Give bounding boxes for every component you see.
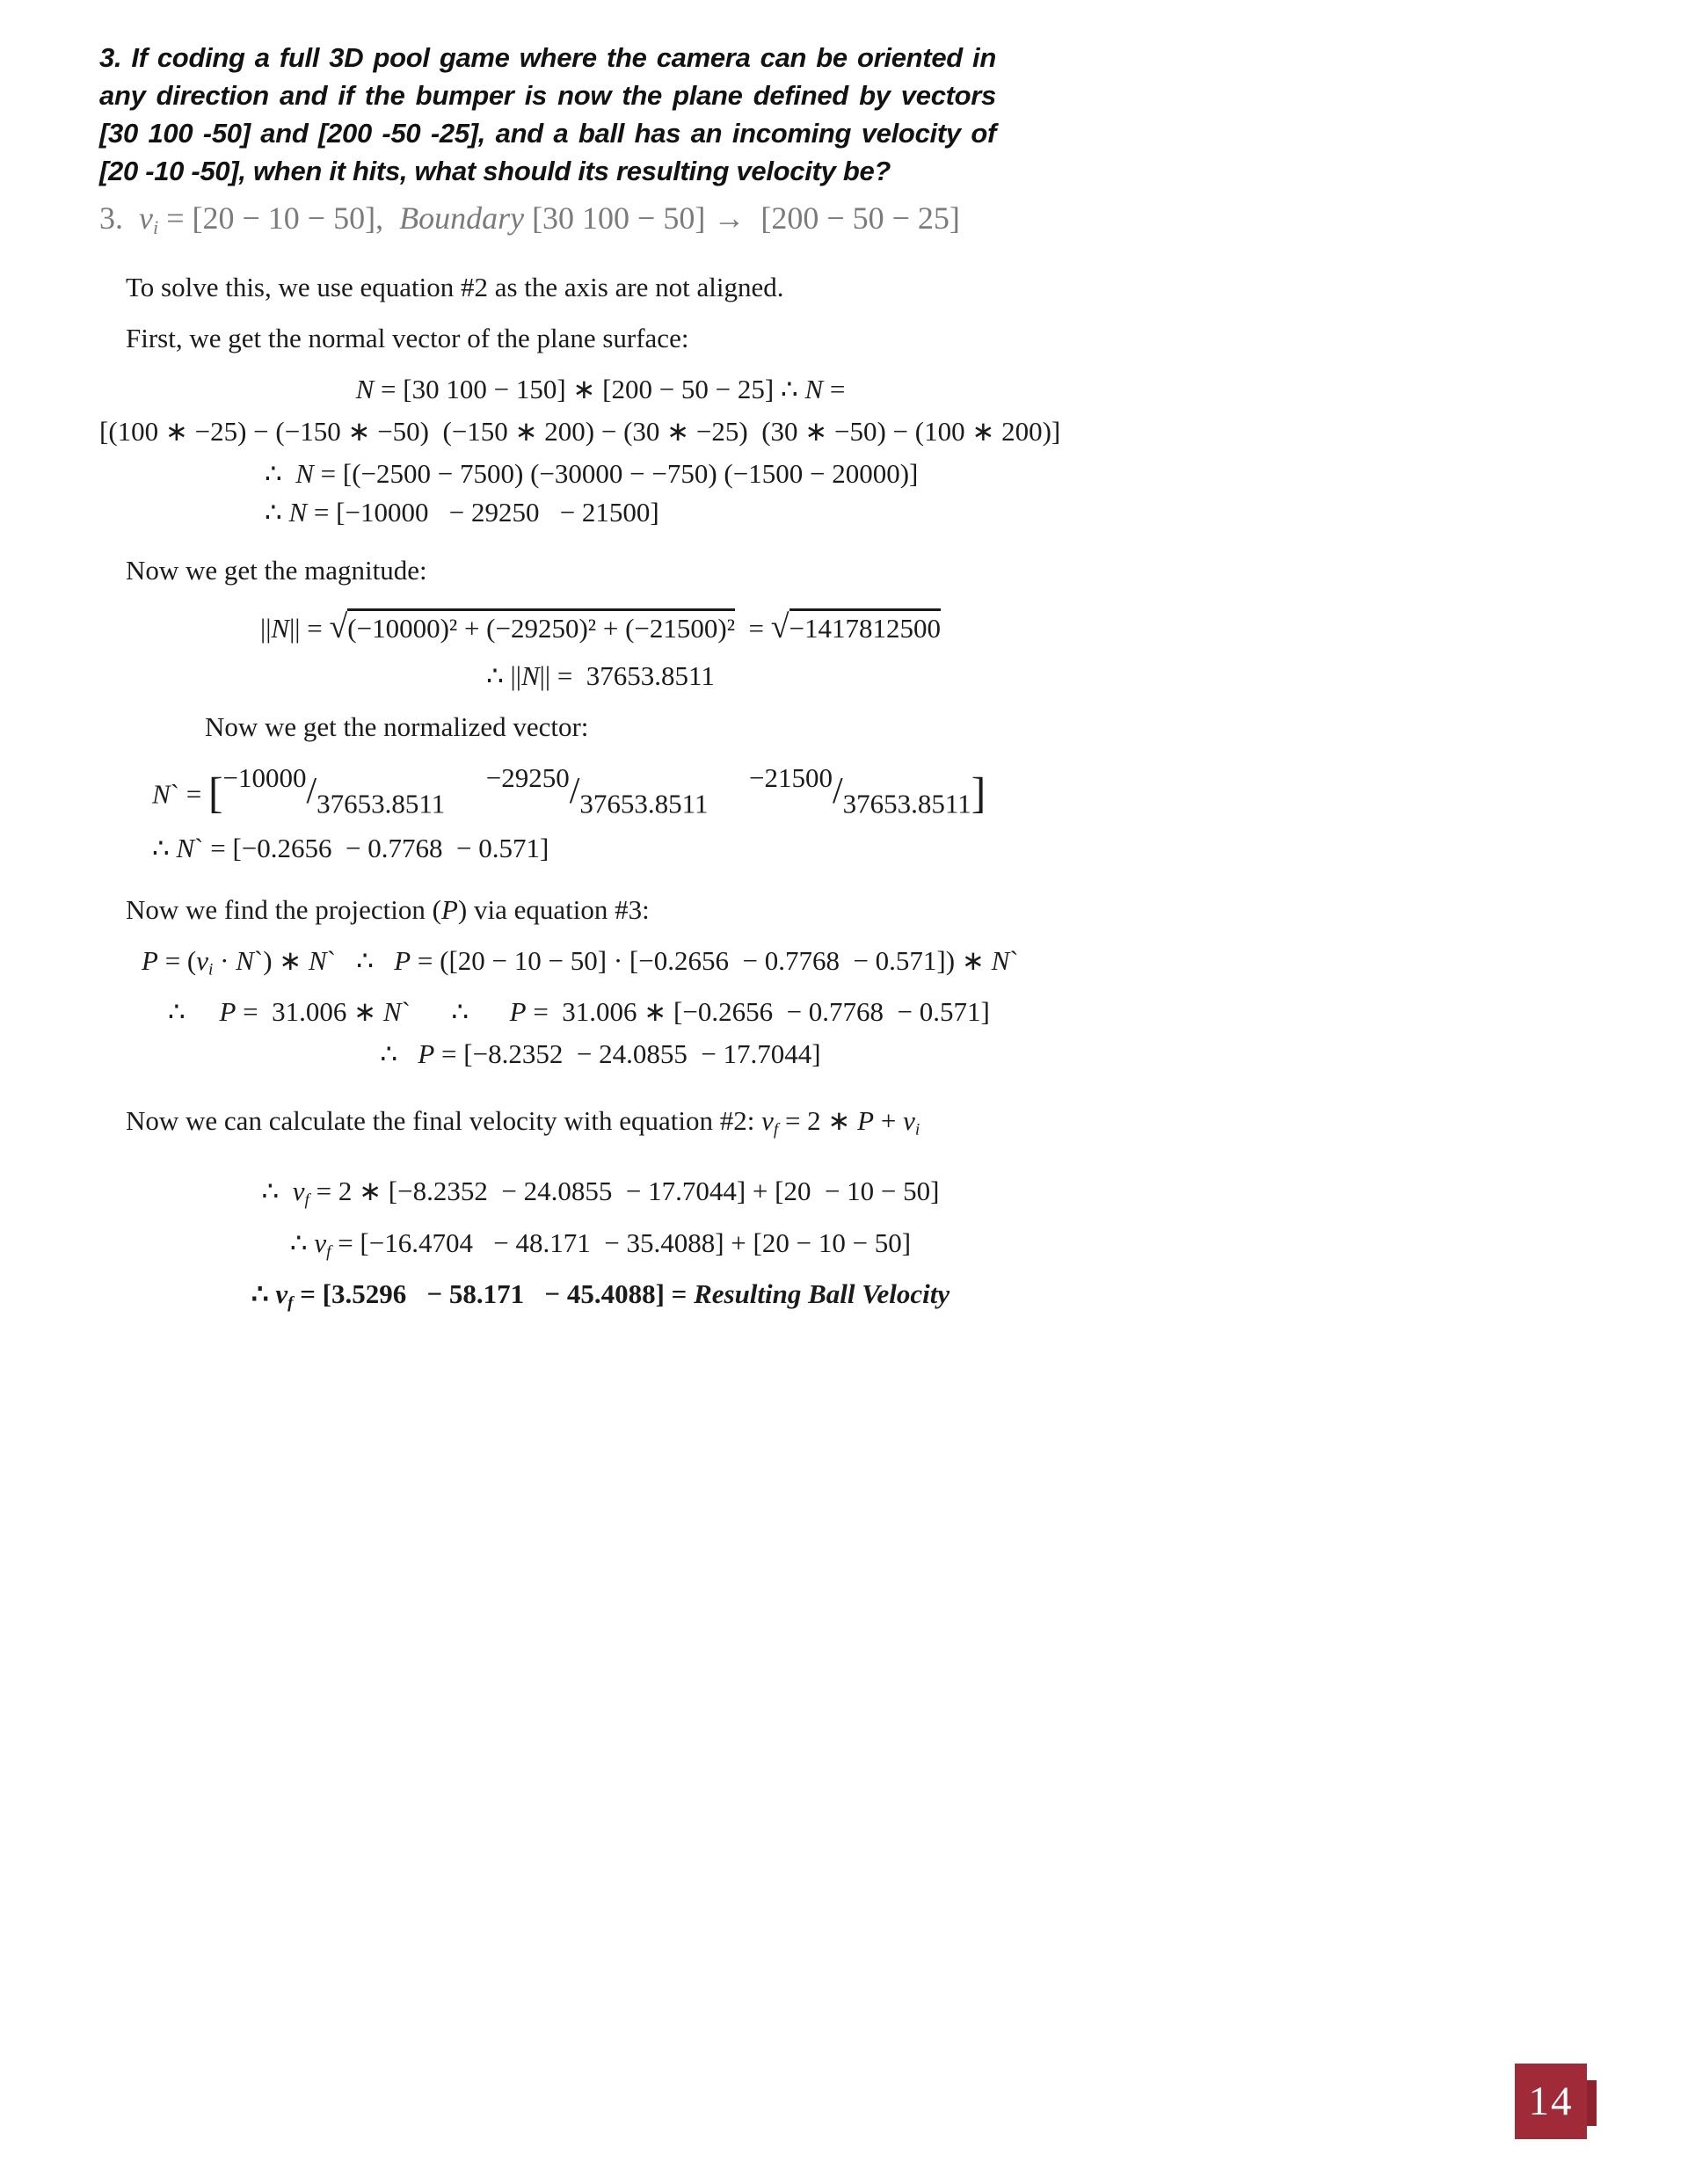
page-number: 14	[1528, 2078, 1574, 2124]
question-line-1: 3. If coding a full 3D pool game where the camera can be oriented in	[99, 42, 996, 73]
eq-cross-result-1: ∴ N = [(−2500 − 7500) (−30000 − −750) (−1500 − 20000)]	[265, 458, 919, 490]
eq-projection-result: ∴ P = [−8.2352 − 24.0855 − 17.7044]	[380, 1038, 821, 1070]
paragraph-normalized: Now we get the normalized vector:	[205, 711, 589, 743]
eq-cross-result-2: ∴ N = [−10000 − 29250 − 21500]	[265, 497, 659, 528]
question-heading	[99, 39, 996, 190]
eq-final-step-1: ∴ vf = 2 ∗ [−8.2352 − 24.0855 − 17.7044] + [20 − 10 − 50]	[261, 1176, 940, 1210]
eq-magnitude-sqrt: ||N|| = √(−10000)² + (−29250)² + (−21500)² = √−1417812500	[259, 608, 941, 646]
question-line-2: any direction and if the bumper is now the plane defined by vectors	[99, 80, 996, 111]
eq-projection-mid: ∴ P = 31.006 ∗ N` ∴ P = 31.006 ∗ [−0.2656 − 0.7768 − 0.571]	[168, 996, 990, 1028]
page-number-badge	[1515, 2064, 1587, 2139]
eq-normalized-fractions: N` = [−10000/37653.8511 −29250/37653.8511 −21500/37653.8511]	[152, 762, 986, 819]
question-line-4: [20 -10 -50], when it hits, what should its resulting velocity be?	[99, 156, 891, 186]
question-line-3: [30 100 -50] and [200 -50 -25], and a ball has an incoming velocity of	[99, 118, 996, 149]
eq-normalized-result: ∴ N` = [−0.2656 − 0.7768 − 0.571]	[152, 832, 549, 863]
page-number-accent-strip	[1587, 2080, 1597, 2126]
eq-final-step-2: ∴ vf = [−16.4704 − 48.171 − 35.4088] + [20 − 10 − 50]	[289, 1227, 912, 1262]
given-values-line: 3. vi = [20 − 10 − 50], Boundary [30 100 − 50] → [200 − 50 − 25]	[99, 200, 960, 239]
paragraph-final-velocity: Now we can calculate the final velocity with equation #2: vf = 2 ∗ P + vi	[126, 1105, 920, 1139]
eq-cross-expanded: [(100 ∗ −25) − (−150 ∗ −50) (−150 ∗ 200) − (30 ∗ −25) (30 ∗ −50) − (100 ∗ 200)]	[99, 416, 1061, 448]
paragraph-magnitude: Now we get the magnitude:	[126, 555, 427, 586]
paragraph-solve: To solve this, we use equation #2 as the axis are not aligned.	[126, 272, 784, 303]
page-content	[99, 39, 1119, 1321]
eq-projection-definition: P = (vi · N`) ∗ N` ∴ P = ([20 − 10 − 50] · [−0.2656 − 0.7768 − 0.571]) ∗ N`	[142, 944, 1019, 979]
paragraph-projection: Now we find the projection (P) via equation #3:	[126, 893, 650, 925]
eq-final-result: ∴ vf = [3.5296 − 58.171 − 45.4088] = Resulting Ball Velocity	[251, 1278, 950, 1313]
eq-cross-product: N = [30 100 − 150] ∗ [200 − 50 − 25] ∴ N =	[355, 374, 846, 405]
paragraph-first: First, we get the normal vector of the plane surface:	[126, 323, 689, 354]
eq-magnitude-result: ∴ ||N|| = 37653.8511	[486, 660, 715, 692]
